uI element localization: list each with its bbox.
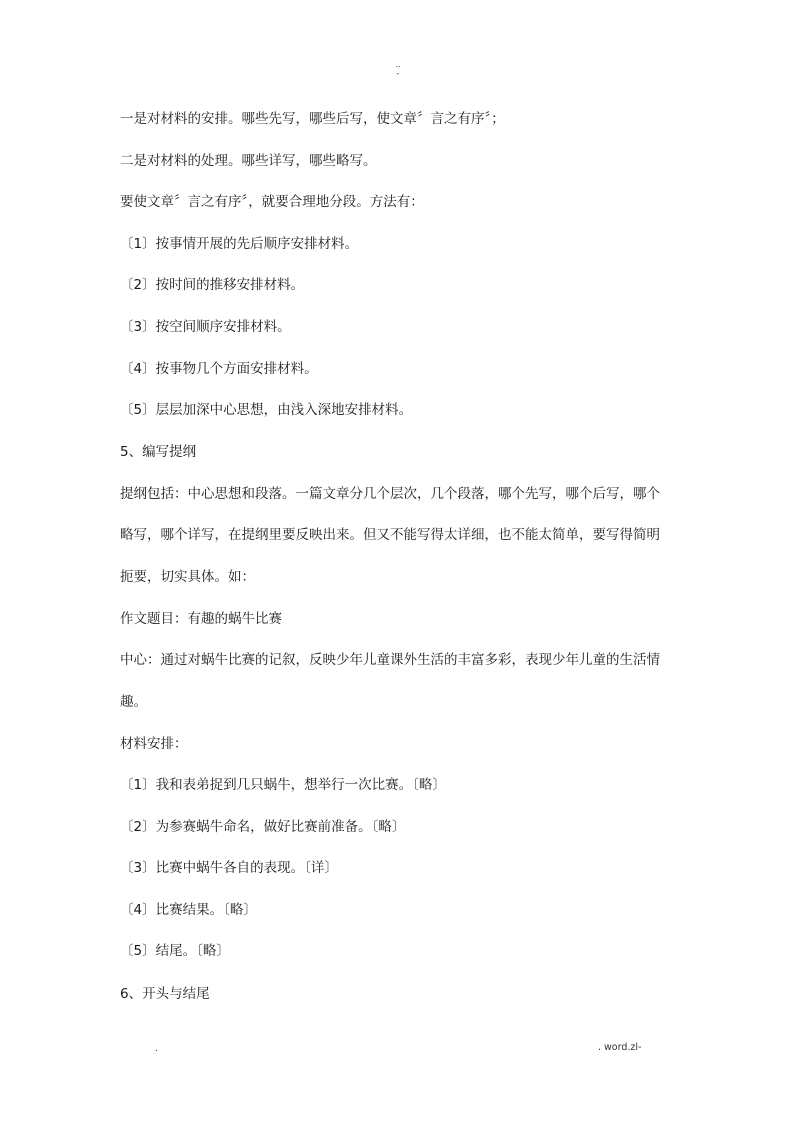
header-mark-bottom: - [396, 69, 400, 78]
list-item-material-2: 〔2〕为参赛蜗牛命名，做好比赛前准备。〔略〕 [120, 819, 406, 835]
footer-right-text: . word.zl- [598, 1042, 642, 1053]
text-line-material-processing: 二是对材料的处理。哪些详写，哪些略写。 [120, 153, 377, 169]
header-mark [394, 60, 402, 78]
text-line-paragraph-method: 要使文章〞言之有序〞，就要合理地分段。方法有： [120, 194, 424, 210]
list-item-method-5: 〔5〕层层加深中心思想，由浅入深地安排材料。 [120, 402, 413, 418]
footer-left-mark: . [155, 1044, 158, 1054]
section-heading-outline: 5、编写提纲 [120, 444, 197, 460]
section-heading-opening-ending: 6、开头与结尾 [120, 986, 210, 1002]
material-arrangement-label: 材料安排： [120, 736, 188, 752]
essay-title-line: 作文题目：有趣的蜗牛比赛 [120, 611, 282, 627]
header-mark-top: .. [395, 60, 401, 69]
list-item-material-3: 〔3〕比赛中蜗牛各自的表现。〔详〕 [120, 860, 338, 876]
list-item-material-4: 〔4〕比赛结果。〔略〕 [120, 902, 257, 918]
list-item-material-5: 〔5〕结尾。〔略〕 [120, 943, 230, 959]
list-item-method-2: 〔2〕按时间的推移安排材料。 [120, 277, 305, 293]
list-item-method-4: 〔4〕按事物几个方面安排材料。 [120, 361, 318, 377]
center-idea-line-2: 趣。 [120, 694, 147, 710]
list-item-method-3: 〔3〕按空间顺序安排材料。 [120, 319, 291, 335]
outline-paragraph-line-3: 扼要，切实具体。如： [120, 569, 255, 585]
list-item-method-1: 〔1〕按事情开展的先后顺序安排材料。 [120, 236, 359, 252]
text-line-material-arrangement: 一是对材料的安排。哪些先写，哪些后写，使文章〞言之有序〞； [120, 111, 505, 127]
outline-paragraph-line-1: 提纲包括：中心思想和段落。一篇文章分几个层次，几个段落，哪个先写，哪个后写，哪个 [120, 486, 660, 502]
center-idea-line-1: 中心：通过对蜗牛比赛的记叙，反映少年儿童课外生活的丰富多彩，表现少年儿童的生活情 [120, 652, 660, 668]
outline-paragraph-line-2: 略写，哪个详写，在提纲里要反映出来。但又不能写得太详细，也不能太简单，要写得简明 [120, 527, 660, 543]
list-item-material-1: 〔1〕我和表弟捉到几只蜗牛，想举行一次比赛。〔略〕 [120, 777, 446, 793]
